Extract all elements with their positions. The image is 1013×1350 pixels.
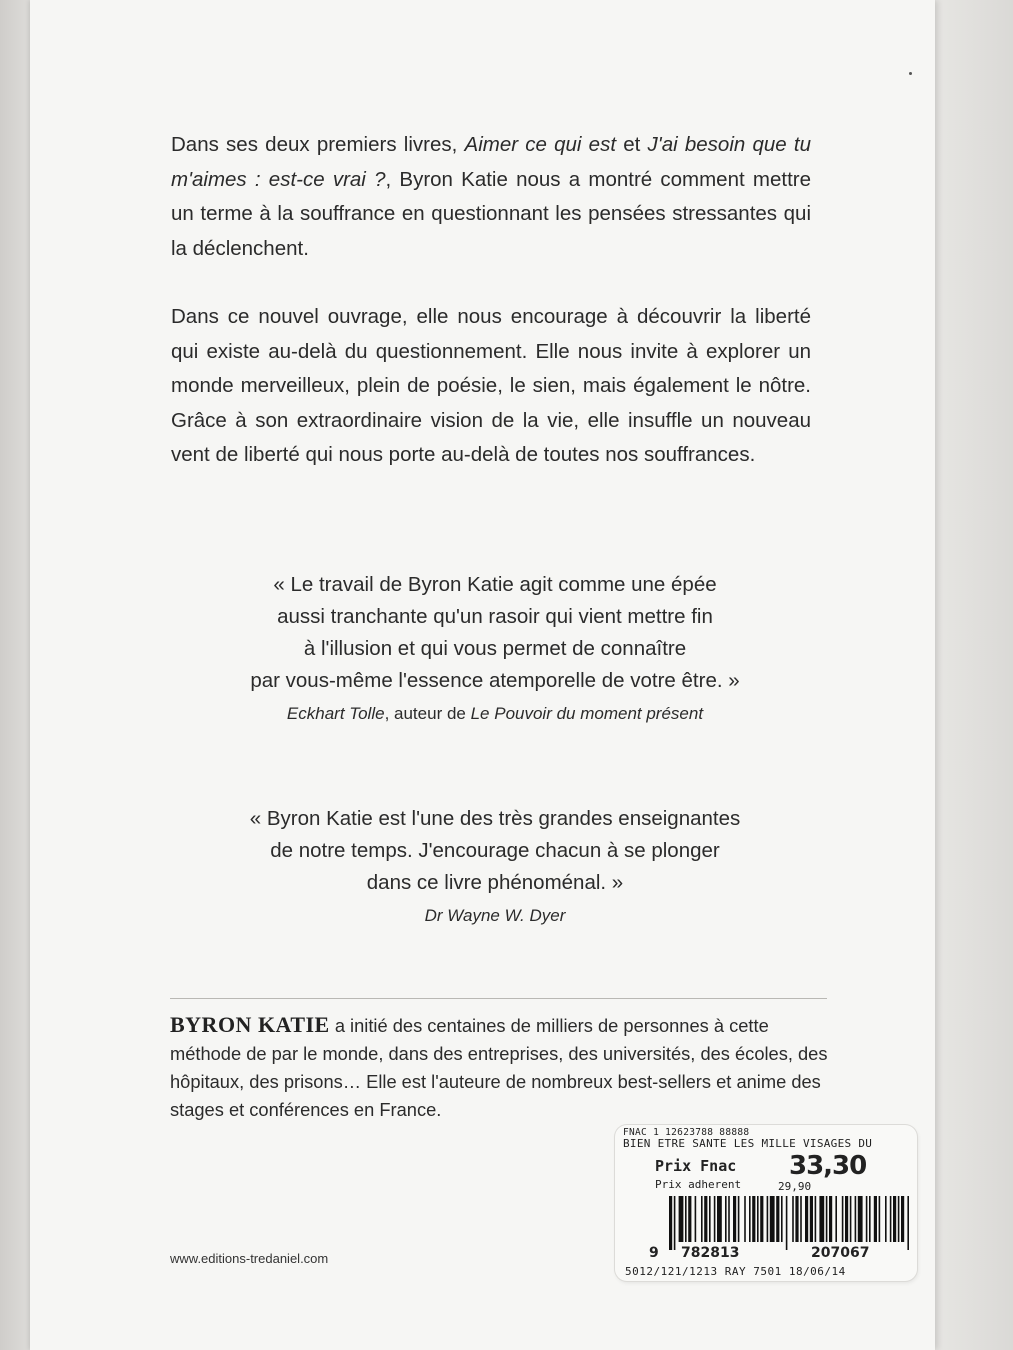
quote-line: aussi tranchante qu'un rasoir qui vient mettre fin [277,605,713,628]
barcode-bar [725,1196,727,1242]
barcode-bar [770,1196,775,1242]
barcode-bar [714,1196,716,1242]
barcode-bar [845,1196,848,1242]
barcode-bar [679,1196,684,1242]
barcode-bar [855,1196,857,1242]
quote-line: « Le travail de Byron Katie agit comme une épée [273,573,717,596]
barcode-bar [907,1196,909,1250]
barcode-bar [685,1196,687,1242]
barcode-bar [879,1196,881,1242]
barcode-left-digits: 782813 [681,1245,740,1261]
price-label: Prix Fnac [655,1157,737,1175]
barcode-bar [717,1196,722,1242]
sticker-category-line: BIEN ETRE SANTE LES MILLE VISAGES DU [623,1137,873,1150]
barcode-bar [885,1196,887,1242]
quote-line: « Byron Katie est l'une des très grandes enseignantes [249,807,741,830]
sticker-code-line: FNAC 1 12623788 88888 [623,1127,750,1138]
author-bio [170,1011,835,1124]
desc-text: Dans ses deux premiers livres, [171,133,465,156]
barcode-bar [744,1196,746,1242]
barcode-bar [842,1196,844,1242]
barcode-bar [760,1196,763,1242]
quote-dyer [170,803,820,931]
quote-tolle [170,569,820,729]
barcode-bar [674,1196,676,1250]
member-price-value: 29,90 [778,1180,812,1193]
barcode-bar [701,1196,703,1242]
barcode-bar [749,1196,751,1242]
quote-author: Dr Wayne W. Dyer [424,906,566,925]
barcode-bar [704,1196,707,1242]
quote-attribution [170,699,820,729]
desc-text: , Byron Katie nous a montré comment mettre un terme à la souffrance en questionnant les pensées stressantes qui la déclenchent. [171,167,811,260]
barcode-bar [669,1196,672,1250]
barcode-bar [850,1196,852,1242]
barcode-bar [810,1196,813,1242]
quote-line: par vous-même l'essence atemporelle de votre être. » [250,669,740,692]
barcode-bar [781,1196,783,1242]
barcode-bar [728,1196,730,1242]
barcode-bar [874,1196,877,1242]
barcode-bar [819,1196,824,1242]
publisher-website: www.editions-tredaniel.com [170,1251,329,1266]
quote-attribution [170,901,820,931]
quote-line: dans ce livre phénoménal. » [366,871,624,894]
barcode-bar [866,1196,868,1242]
barcode-bar [738,1196,740,1242]
barcode-bar [901,1196,904,1242]
price-value: 33,30 [789,1151,867,1181]
description-paragraph-1 [171,128,811,266]
sticker-footer: 5012/121/1213 RAY 7501 18/06/14 [625,1265,846,1278]
barcode-bar [858,1196,863,1242]
barcode-bar [890,1196,892,1242]
barcode-bar [829,1196,832,1242]
barcode-bar [695,1196,697,1242]
barcode-bar [893,1196,896,1242]
barcode-bar [709,1196,711,1242]
barcode-bar [800,1196,802,1242]
barcode-bar [869,1196,871,1242]
divider [170,998,827,999]
price-sticker [615,1125,917,1281]
bio-text: a initié des centaines de milliers de personnes à cette méthode de par le monde, dans des entreprises, des universités, des écoles, des hôpitaux, des prisons… Elle est l'auteure de nombreux best-sellers et anime des stages et conférences en France. [170,1015,828,1120]
barcode-bar [733,1196,736,1242]
attrib-text: , auteur de [384,704,471,723]
book-description [171,128,811,473]
barcode-bar [688,1196,691,1242]
barcode-bar [795,1196,798,1242]
adjacent-book-right [933,0,1013,1350]
barcode-bar [776,1196,779,1242]
description-paragraph-2: Dans ce nouvel ouvrage, elle nous encourage à découvrir la liberté qui existe au-delà du questionnement. Elle nous invite à explorer un monde merveilleux, plein de poésie, le sien, mais également le nôtre. Grâce à son extraordinaire vision de la vie, elle insuffle un nouveau vent de liberté qui nous porte au-delà de toutes nos souffrances. [171,305,811,466]
book-title-1: Aimer ce qui est [464,133,617,156]
barcode-bar [898,1196,900,1242]
barcode-bar [786,1196,788,1250]
barcode-bar [826,1196,828,1242]
barcode-digit: 9 [649,1245,659,1261]
barcode-bar [835,1196,837,1242]
barcode-bar [752,1196,755,1242]
member-price-label: Prix adherent [655,1178,742,1191]
quote-work: Le Pouvoir du moment présent [470,704,704,723]
desc-text: et [616,133,648,156]
barcode-bar [757,1196,759,1242]
book-title-2: J'ai besoin que tu m'aimes : est-ce vrai ? [171,133,811,191]
barcode-bar [792,1196,794,1242]
barcode-bar [767,1196,769,1242]
barcode-bar [815,1196,817,1242]
barcode-right-digits: 207067 [811,1245,870,1261]
author-name: BYRON KATIE [170,1012,330,1037]
quote-author: Eckhart Tolle [286,704,385,723]
quote-line: à l'illusion et qui vous permet de connaître [303,637,687,660]
barcode [669,1196,909,1250]
speck [909,72,912,75]
quote-line: de notre temps. J'encourage chacun à se plonger [270,839,720,862]
barcode-bar [805,1196,808,1242]
